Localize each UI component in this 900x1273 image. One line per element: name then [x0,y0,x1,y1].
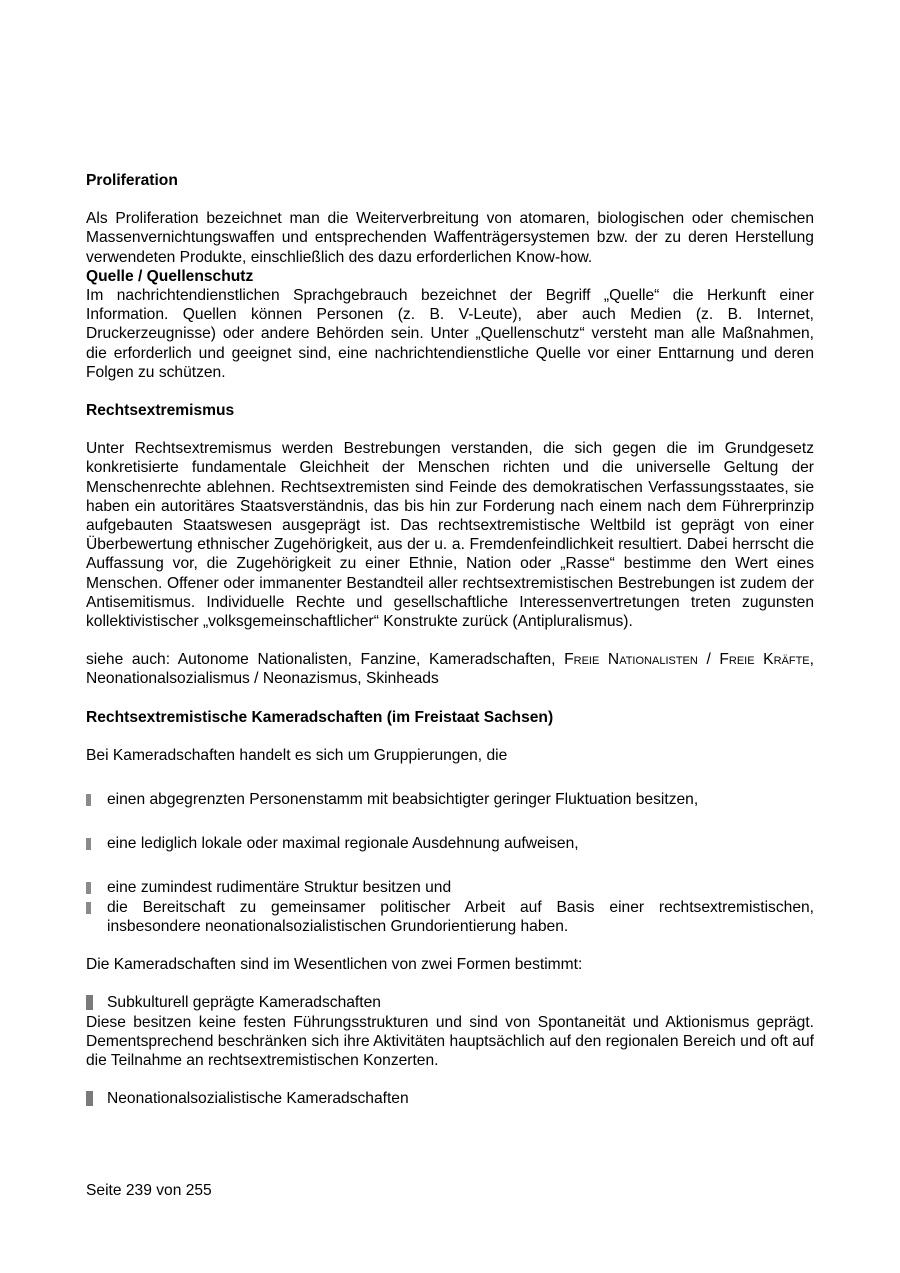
form1-list [86,993,814,1012]
paragraph-rechtsextremismus: Unter Rechtsextremismus werden Bestrebungen verstanden, die sich gegen die im Grundgesetz konkretisierte fundamentale Gleichheit der Menschen richten und die universelle Geltung der Menschenrechte ablehnen. Rechtsextremisten sind Feinde des demokratischen Verfassungsstaates, sie haben ein autoritäres Staatsverständnis, das bis hin zur Forderung nach einem nach dem Führerprinzip aufgebauten Staatswesen ausgeprägt ist. Das rechtsextremistische Weltbild ist geprägt von einer Überbewertung ethnischer Zugehörigkeit, aus der u. a. Fremdenfeindlichkeit resultiert. Dabei herrscht die Auffassung vor, die Zugehörigkeit zu einer Ethnie, Nation oder „Rasse“ bestimme den Wert eines Menschen. Offener oder immanenter Bestandteil aller rechtsextremistischen Bestrebungen ist zudem der Antisemitismus. Individuelle Rechte und gesellschaftliche Interessenvertretungen treten zugunsten kollektivistischer „volksgemeinschaftlicher“ Konstrukte zurück (Antipluralismus). [86,440,814,631]
list-item: Subkulturell geprägte Kameradschaften [86,993,814,1012]
bullet-icon [86,902,91,914]
document-page [86,171,814,1108]
paragraph-quelle: Im nachrichtendienstlichen Sprachgebrauch bezeichnet der Begriff „Quelle“ die Herkunft einer Information. Quellen können Personen (z. B. V-Leute), aber auch Medien (z. B. Internet, Druckerzeugnisse) oder andere Behörden sein. Unter „Quellenschutz“ versteht man alle Maßnahmen, die erforderlich und geeignet sind, eine nachrichtendienstliche Quelle vor einer Enttarnung und deren Folgen zu schützen. [86,287,814,381]
heading-proliferation: Proliferation [86,172,178,189]
forms-intro: Die Kameradschaften sind im Wesentlichen von zwei Formen bestimmt: [86,956,583,974]
bullet-icon [86,882,91,894]
heading-rechtsextremismus: Rechtsextremismus [86,402,235,420]
bullet-icon [86,838,91,850]
bullet-icon [86,794,91,806]
form2-list [86,1089,814,1108]
see-also-suffix: , Neonationalsozialismus / Neonazismus, Skinheads [86,651,814,688]
paragraph-proliferation: Als Proliferation bezeichnet man die Weiterverbreitung von atomaren, biologischen oder chemischen Massenvernichtungswaffen und entsprechenden Waffenträgersystemen bzw. der zu deren Herstellung verwendeten Produkte, einschließlich des dazu erforderlichen Know-how. [86,210,814,266]
list-item: Neonationalsozialistische Kameradschaften [86,1089,814,1108]
heading-quelle: Quelle / Quellenschutz [86,267,254,285]
list-item: die Bereitschaft zu gemeinsamer politischer Arbeit auf Basis einer rechtsextremistischen, insbesondere neonationalsozialistischen Grundorientierung haben. [86,898,814,936]
criteria-list [86,790,814,936]
heading-kameradschaften: Rechtsextremistische Kameradschaften (im Freistaat Sachsen) [86,708,554,726]
page-number: Seite 239 von 255 [86,1182,212,1199]
list-item: eine zumindest rudimentäre Struktur besitzen und [86,878,814,897]
kameradschaften-intro: Bei Kameradschaften handelt es sich um Gruppierungen, die [86,746,508,764]
list-item: einen abgegrenzten Personenstamm mit beabsichtigter geringer Fluktuation besitzen, [86,790,814,809]
list-item: eine lediglich lokale oder maximal regionale Ausdehnung aufweisen, [86,834,814,853]
bullet-icon [86,995,93,1010]
see-also [86,650,814,688]
see-also-smallcaps: Freie Nationalisten / Freie Kräfte [564,651,810,669]
form1-text: Diese besitzen keine festen Führungsstrukturen und sind von Spontaneität und Aktionismus geprägt. Dementsprechend beschränken sich ihre Aktivitäten hauptsächlich auf den regionalen Bereich und oft auf die Teilnahme an rechtsextremistischen Konzerten. [86,1013,814,1069]
see-also-prefix: siehe auch: Autonome Nationalisten, Fanzine, Kameradschaften, [86,651,565,669]
bullet-icon [86,1091,93,1106]
